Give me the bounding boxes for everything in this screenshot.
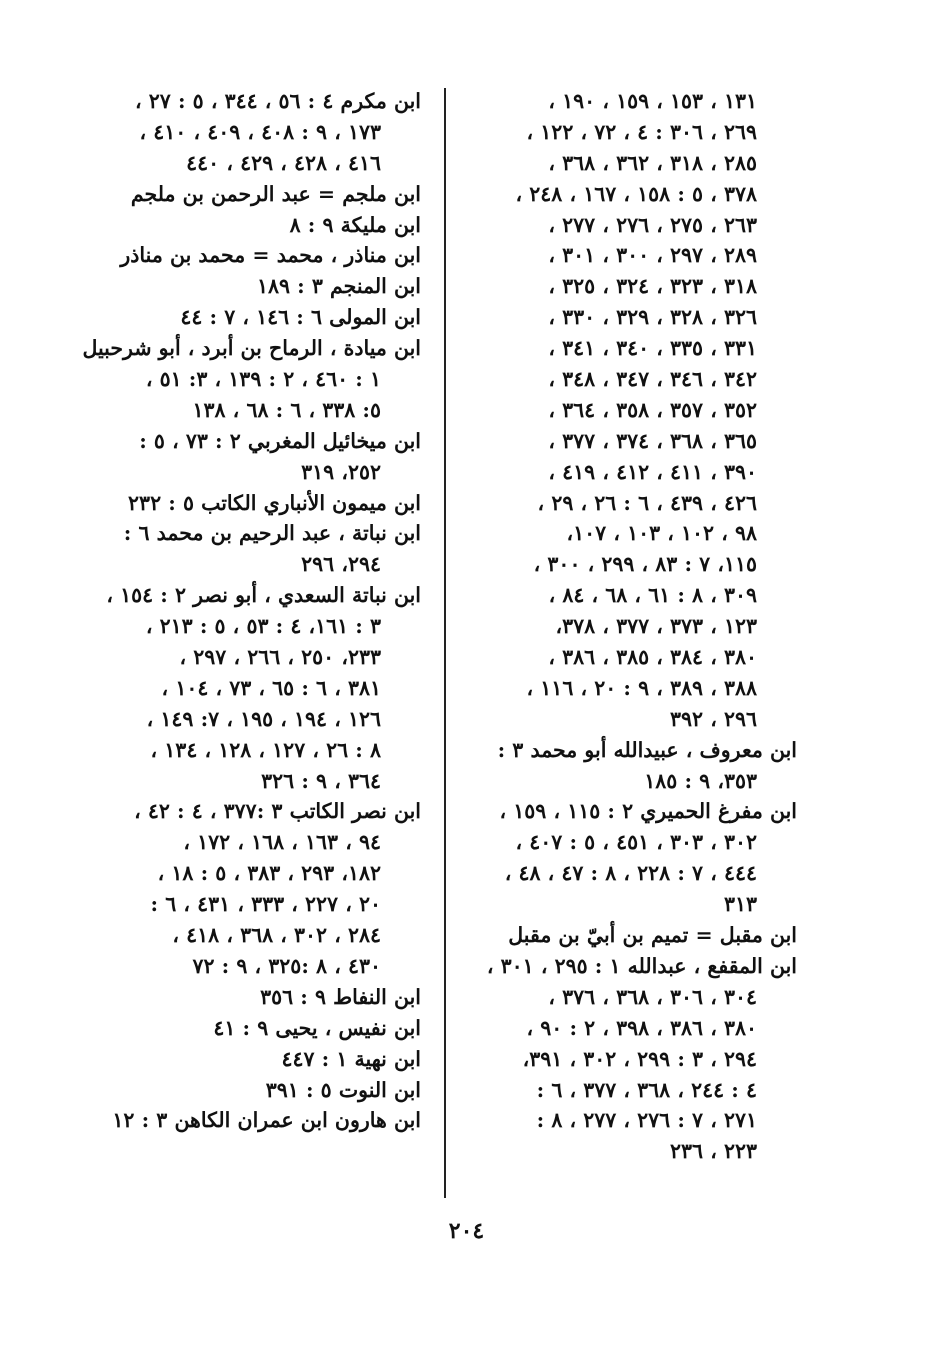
index-entry-line: ابن نصر الكاتب ٣ :٣٧٧ ، ٤ : ٤٢ ، (134, 799, 421, 824)
index-continuation-line: ١١٥، ٧ : ٨٣ ، ٢٩٩ ، ٣٠٠ ، (533, 552, 757, 577)
index-continuation-line: ٤١٦ ، ٤٢٨ ، ٤٢٩ ، ٤٤٠ (186, 150, 381, 175)
index-continuation-line: ٢٩٤ ، ٣ : ٢٩٩ ، ٣٠٢ ، ٣٩١، (522, 1046, 757, 1071)
index-continuation-line: ٩٨ ، ١٠٢ ، ١٠٣ ، ١٠٧، (566, 521, 757, 546)
index-continuation-line: ٩٤ ، ١٦٣ ، ١٦٨ ، ١٧٢ ، (183, 830, 381, 855)
index-entry-line: ابن مليكة ٩ : ٨ (289, 212, 421, 237)
index-entry-line: ابن نفيس ، يحيى ٩ : ٤١ (213, 1015, 421, 1040)
index-continuation-line: ٥: ٣٣٨ ، ٦ : ٦٨ ، ١٣٨ (192, 397, 381, 422)
index-continuation-line: ١٧٣ ، ٩ : ٤٠٨ ، ٤٠٩ ، ٤١٠ ، (139, 119, 381, 144)
index-continuation-line: ٣ : ١٦١، ٤ : ٥٣ ، ٥ : ٢١٣ ، (145, 614, 381, 639)
index-entry-line: ابن نباتة ، عبد الرحيم بن محمد ٦ : (123, 521, 421, 546)
index-continuation-line: ١٢٦ ، ١٩٤ ، ١٩٥ ، ٧: ١٤٩ ، (146, 706, 381, 731)
index-continuation-line: ٣٤٢ ، ٣٤٦ ، ٣٤٧ ، ٣٤٨ ، (548, 367, 757, 392)
index-continuation-line: ٣٠٢ ، ٣٠٣ ، ٤٥١ ، ٥ : ٤٠٧ ، (515, 830, 757, 855)
index-entry-line: ابن المقفع ، عبدالله ١ : ٢٩٥ ، ٣٠١ ، (486, 953, 797, 978)
index-continuation-line: ١٢٣ ، ٣٧٣ ، ٣٧٧ ، ٣٧٨، (555, 614, 757, 639)
index-entry-line: ابن النفاط ٩ : ٣٥٦ (260, 984, 421, 1009)
index-continuation-line: ٣٠٩ ، ٨ : ٦١ ، ٦٨ ، ٨٤ ، (548, 583, 757, 608)
index-continuation-line: ١ : ٤٦٠ ، ٢ : ١٣٩ ، ٣: ٥١ ، (145, 367, 381, 392)
index-continuation-line: ٢٥٢، ٣١٩ (301, 459, 381, 484)
index-continuation-line: ٢٣٣، ٢٥٠ ، ٢٦٦ ، ٢٩٧ ، (179, 645, 381, 670)
index-continuation-line: ٢٦٣ ، ٢٧٥ ، ٢٧٦ ، ٢٧٧ ، (548, 212, 757, 237)
index-continuation-line: ٣٩٠ ، ٤١١ ، ٤١٢ ، ٤١٩ ، (548, 459, 757, 484)
index-continuation-line: ٤ : ٢٤٤ ، ٣٦٨ ، ٣٧٧ ، ٦ : (536, 1077, 757, 1102)
index-continuation-line: ٤٢٦ ، ٤٣٩ ، ٦ : ٢٦ ، ٢٩ ، (537, 490, 757, 515)
index-continuation-line: ٢٦٩ ، ٣٠٦ : ٤ ، ٧٢ ، ١٢٢ ، (526, 119, 757, 144)
index-continuation-line: ٢٨٤ ، ٣٠٢ ، ٣٦٨ ، ٤١٨ ، (172, 923, 381, 948)
index-entry-line: ابن مقبل = تميم بن أبيّ بن مقبل (508, 923, 797, 948)
index-entry-line: ابن نباتة السعدي ، أبو نصر ٢ : ١٥٤ ، (106, 583, 421, 608)
index-continuation-line: ٣١٣ (723, 892, 757, 917)
index-entry-line: ابن معروف ، عبيدالله أبو محمد ٣ : (497, 737, 797, 762)
index-entry-line: ابن ميخائيل المغربي ٢ : ٧٣ ، ٥ : (139, 428, 421, 453)
index-entry-line: ابن هارون ابن عمران الكاهن ٣ : ١٢ (112, 1108, 421, 1133)
index-continuation-line: ٣٨١ ، ٦ : ٦٥ ، ٧٣ ، ١٠٤ ، (161, 675, 381, 700)
index-continuation-line: ٤٣٠ ، ٨ :٣٢٥ ، ٩ : ٧٢ (192, 953, 381, 978)
index-continuation-line: ١٣١ ، ١٥٣ ، ١٥٩ ، ١٩٠ ، (548, 89, 757, 113)
index-entry-line: ابن النوت ٥ : ٣٩١ (265, 1077, 421, 1102)
index-entry-line: ابن مفرغ الحميري ٢ : ١١٥ ، ١٥٩ ، (499, 799, 797, 824)
index-column-left (76, 86, 421, 1136)
index-column-right (457, 86, 797, 1167)
index-entry-line: ابن مكرم ٤ : ٥٦ ، ٣٤٤ ، ٥ : ٢٧ ، (135, 89, 421, 113)
page-number: ٢٠٤ (448, 1218, 485, 1244)
index-continuation-line: ٣٧٨ ، ٥ : ١٥٨ ، ١٦٧ ، ٢٤٨ ، (515, 181, 757, 206)
index-continuation-line: ٣٠٤ ، ٣٠٦ ، ٣٦٨ ، ٣٧٦ ، (548, 984, 757, 1009)
index-continuation-line: ٣٢٦ ، ٣٢٨ ، ٣٢٩ ، ٣٣٠ ، (548, 305, 757, 330)
index-continuation-line: ٣١٨ ، ٣٢٣ ، ٣٢٤ ، ٣٢٥ ، (548, 274, 757, 299)
index-entry-line: ابن نهية ١ : ٤٤٧ (281, 1046, 421, 1071)
index-entry-line: ابن ميمون الأنباري الكاتب ٥ : ٢٣٢ (128, 490, 421, 515)
index-continuation-line: ٢٩٦ ، ٣٩٢ (670, 706, 757, 731)
index-continuation-line: ٢٩٤، ٢٩٦ (301, 552, 381, 577)
index-entry-line: ابن ملجم = عبد الرحمن بن ملجم (130, 181, 421, 206)
index-continuation-line: ٤٤٤ ، ٧ : ٢٢٨ ، ٨ : ٤٧ ، ٤٨ ، (504, 861, 757, 886)
index-continuation-line: ٨ : ٢٦ ، ١٢٧ ، ١٢٨ ، ١٣٤ ، (150, 737, 381, 762)
index-continuation-line: ٣٨٠ ، ٣٨٦ ، ٣٩٨ ، ٢ : ٩٠ ، (526, 1015, 757, 1040)
index-continuation-line: ٣٦٤ ، ٩ : ٣٢٦ (261, 768, 381, 793)
index-continuation-line: ٣٥٣، ٩ : ١٨٥ (644, 768, 757, 793)
index-continuation-line: ٣٥٢ ، ٣٥٧ ، ٣٥٨ ، ٣٦٤ ، (548, 397, 757, 422)
index-continuation-line: ٢٧١ ، ٧ : ٢٧٦ ، ٢٧٧ ، ٨ : (536, 1108, 757, 1133)
index-continuation-line: ٢٨٩ ، ٢٩٧ ، ٣٠٠ ، ٣٠١ ، (548, 243, 757, 268)
index-entry-line: ابن مناذر ، محمد = محمد بن مناذر (120, 243, 421, 268)
index-continuation-line: ٣٨٠ ، ٣٨٤ ، ٣٨٥ ، ٣٨٦ ، (548, 645, 757, 670)
index-continuation-line: ٢٢٣ ، ٢٣٦ (670, 1139, 757, 1164)
column-divider (444, 88, 446, 1198)
index-continuation-line: ٣٣١ ، ٣٣٥ ، ٣٤٠ ، ٣٤١ ، (548, 336, 757, 361)
index-entry-line: ابن ميادة ، الرماح بن أبرد ، أبو شرحبيل (82, 336, 421, 361)
index-entry-line: ابن المنجم ٣ : ١٨٩ (256, 274, 421, 299)
index-continuation-line: ١٨٢، ٢٩٣ ، ٣٨٣ ، ٥ : ١٨ ، (157, 861, 381, 886)
index-entry-line: ابن المولى ٦ : ١٤٦ ، ٧ : ٤٤ (180, 305, 421, 330)
index-continuation-line: ٢٨٥ ، ٣١٨ ، ٣٦٢ ، ٣٦٨ ، (548, 150, 757, 175)
index-continuation-line: ٣٦٥ ، ٣٦٨ ، ٣٧٤ ، ٣٧٧ ، (548, 428, 757, 453)
index-continuation-line: ٣٨٨ ، ٣٨٩ ، ٩ : ٢٠ ، ١١٦ ، (526, 675, 757, 700)
index-continuation-line: ٢٠ ، ٢٢٧ ، ٣٣٣ ، ٤٣١ ، ٦ : (150, 892, 381, 917)
